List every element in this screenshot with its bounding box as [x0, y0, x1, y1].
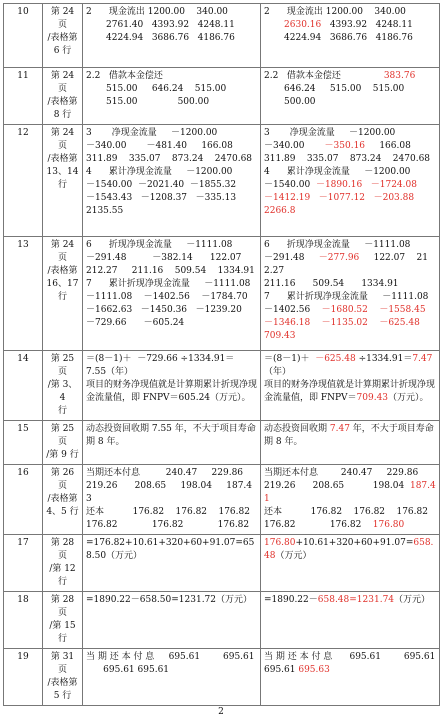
- location-cell: 第 28 页 /第 15 行: [43, 592, 83, 649]
- location-cell: 第 26 页 /表格第 4、5 行: [43, 465, 83, 535]
- text-fragment: 646.24 515.00 515.00 500.00: [284, 84, 405, 107]
- row-number: 17: [4, 535, 43, 592]
- corrected-value: 709.43: [356, 393, 389, 403]
- original-text-cell: [83, 68, 261, 125]
- row-number: 13: [4, 237, 43, 351]
- text-fragment: 当期还本付息 240.47 229.86 219.26 208.65 198.04 187.43 还本 176.82 176.82 176.82 176.82 176.82 176.82: [86, 468, 253, 530]
- corrected-text-cell: [261, 237, 440, 351]
- text-fragment: 2 现金流出 1200.00 340.00 2761.40 4393.92 4248.11 4224.94 3686.76 4186.76: [86, 7, 235, 43]
- corrected-value: 187.41: [264, 481, 436, 504]
- row-number: 19: [4, 649, 43, 706]
- table-row: [4, 421, 440, 465]
- original-text-cell: [83, 535, 261, 592]
- text-fragment: （万元）。: [388, 393, 429, 403]
- table-row: [4, 4, 440, 68]
- corrected-value: 7.47: [412, 354, 433, 364]
- text-fragment: ÷1334.91＝: [355, 354, 413, 364]
- corrected-value: 695.63: [298, 665, 330, 675]
- corrected-text-cell: [261, 4, 440, 68]
- table-row: [4, 649, 440, 706]
- text-fragment: 3 净现金流量 －1200.00 －340.00 －481.40 166.08 311.89 335.07 873.24 2470.68 4 累计净现金流量 －1200.00 －1540.00 －2021.40 －1855.32 －1543.43 －1208.37 －335.13 2135.55: [86, 128, 253, 216]
- row-number: 15: [4, 421, 43, 465]
- table-row: [4, 351, 440, 421]
- text-fragment: 166.08 311.89 335.07 873.24 2470.68 4 累计净现金流量 －1200.00 －1540.00: [264, 141, 431, 190]
- text-fragment: ＝(8－1)＋ －729.66 ÷1334.91＝ 7.55（年） 项目的财务净现值就是计算期累计折现净现金流量值，即 FNPV＝605.24（万元）。: [86, 354, 258, 403]
- text-fragment: 4393.92 4248.11 4224.94 3686.76 4186.76: [284, 20, 413, 43]
- row-number: 18: [4, 592, 43, 649]
- corrected-value: 7.47: [329, 424, 350, 434]
- text-fragment: 2 现金流出 1200.00 340.00: [264, 7, 406, 17]
- corrected-value: 383.76: [383, 71, 416, 81]
- row-number: 10: [4, 4, 43, 68]
- corrected-value: －277.96: [318, 253, 360, 263]
- location-cell: 第 24 页 /表格第 16、17 行: [43, 237, 83, 351]
- text-fragment: 6 折现净现金流量 －1111.08 －291.48: [264, 240, 411, 263]
- page-number: 2: [218, 707, 224, 717]
- corrected-text-cell: [261, 535, 440, 592]
- text-fragment: =1890.22－658.50=1231.72（万元）: [86, 595, 253, 605]
- text-fragment: （年） 项目的财务净现值就是计算期累计折现净现金流量值，即 FNPV＝: [264, 367, 436, 403]
- text-fragment: ＝(8－1)＋: [264, 354, 316, 364]
- corrected-value: 658.48: [264, 538, 434, 561]
- text-fragment: 122.07 212.27 211.16 509.54 1334.91 7 累计折现净现金流量 －1111.08 －1402.56: [264, 253, 429, 315]
- table-row: [4, 465, 440, 535]
- location-cell: 第 31 页 /表格第 5 行: [43, 649, 83, 706]
- original-text-cell: [83, 4, 261, 68]
- row-number: 11: [4, 68, 43, 125]
- table-row: [4, 125, 440, 237]
- errata-rows: [4, 4, 440, 706]
- original-text-cell: [83, 351, 261, 421]
- text-fragment: 动态投资回收期 7.55 年，不大于项目寿命期 8 年。: [86, 424, 256, 447]
- corrected-value: 176.80: [372, 520, 405, 530]
- corrected-text-cell: [261, 592, 440, 649]
- text-fragment: 6 折现净现金流量 －1111.08 －291.48 －382.14 122.07 212.27 211.16 509.54 1334.91 7 累计折现净现金流量 －1111.08 －1111.08 －1402.56 －1784.70 －1662.63 －1450.36 －1239.20 －729.66 －605.24: [86, 240, 255, 328]
- corrected-value: －625.48: [315, 354, 356, 364]
- location-cell: 第 25 页 /第 3、4 行: [43, 351, 83, 421]
- corrected-text-cell: [261, 465, 440, 535]
- table-row: [4, 592, 440, 649]
- text-fragment: =1890.22－: [264, 595, 318, 605]
- text-fragment: 当期还本付息 240.47 229.86 219.26 208.65 198.04: [264, 468, 419, 491]
- location-cell: 第 28 页 /第 12 行: [43, 535, 83, 592]
- text-fragment: +10.61+320+60+91.07=: [295, 538, 414, 548]
- text-fragment: 年，不大于项目寿命期 8 年。: [264, 424, 434, 447]
- text-fragment: =176.82+10.61+320+60+91.07=658.50（万元）: [86, 538, 255, 561]
- corrected-text-cell: [261, 68, 440, 125]
- corrected-value: 176.80: [264, 538, 296, 548]
- original-text-cell: [83, 592, 261, 649]
- text-fragment: 3 净现金流量 －1200.00 －340.00: [264, 128, 396, 151]
- table-row: [4, 68, 440, 125]
- original-text-cell: [83, 465, 261, 535]
- text-fragment: 2.2 借款本金偿还: [264, 71, 384, 81]
- table-row: [4, 535, 440, 592]
- original-text-cell: [83, 237, 261, 351]
- text-fragment: 当 期 还 本 付 息 695.61 695.61 695.61 695.61: [86, 652, 255, 675]
- original-text-cell: [83, 125, 261, 237]
- text-fragment: 2.2 借款本金偿还 515.00 646.24 515.00 515.00 500.00: [86, 71, 227, 107]
- text-fragment: （万元）: [275, 551, 312, 561]
- corrected-text-cell: [261, 421, 440, 465]
- corrected-text-cell: [261, 125, 440, 237]
- corrected-value: 658.48=1231.74: [317, 595, 395, 605]
- row-number: 16: [4, 465, 43, 535]
- text-fragment: （万元）: [394, 595, 431, 605]
- original-text-cell: [83, 421, 261, 465]
- location-cell: 第 24 页 /表格第 13、14 行: [43, 125, 83, 237]
- corrected-value: －350.16: [324, 141, 366, 151]
- corrected-text-cell: [261, 649, 440, 706]
- location-cell: 第 24 页 /表格第 6 行: [43, 4, 83, 68]
- corrected-value: 2630.16: [284, 20, 322, 30]
- original-text-cell: [83, 649, 261, 706]
- text-fragment: 还本 176.82 176.82 176.82 176.82 176.82: [264, 507, 428, 530]
- location-cell: 第 24 页 /表格第 8 行: [43, 68, 83, 125]
- row-number: 14: [4, 351, 43, 421]
- corrected-value: －1890.16 －1724.08 －1412.19 －1077.12 －203.88 2266.8: [264, 180, 417, 216]
- corrected-value: －1680.52 －1558.45 －1346.18 －1135.02 －625.48 709.43: [264, 305, 426, 341]
- row-number: 12: [4, 125, 43, 237]
- table-row: [4, 237, 440, 351]
- text-fragment: 动态投资回收期: [264, 424, 330, 434]
- errata-table: [3, 3, 440, 706]
- location-cell: 第 25 页 /第 9 行: [43, 421, 83, 465]
- corrected-text-cell: [261, 351, 440, 421]
- text-fragment: 当 期 还 本 付 息 695.61 695.61 695.61: [264, 652, 436, 675]
